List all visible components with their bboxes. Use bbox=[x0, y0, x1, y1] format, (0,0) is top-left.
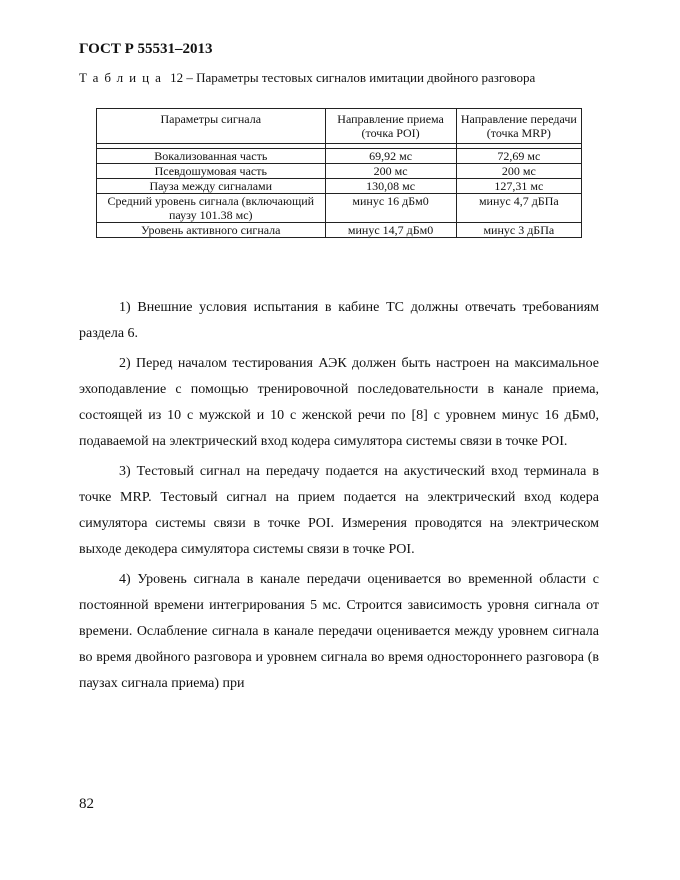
table-caption bbox=[79, 70, 599, 86]
table-cell: 69,92 мс bbox=[325, 149, 456, 164]
table-row bbox=[97, 194, 582, 223]
body-text bbox=[79, 295, 599, 701]
signal-parameters-table bbox=[96, 108, 582, 238]
column-header-receive: Направление приема (точка POI) bbox=[325, 109, 456, 144]
page-number: 82 bbox=[79, 796, 94, 812]
paragraph-2: 2) Перед началом тестирования АЭК должен быть настроен на максимальное эхоподавление с помощью тренировочной последовательности в канале приема, состоящей из 10 с мужской и 10 с женской речи по [8] с уровнем минус 16 дБм0, подаваемой на электрический вход кодера симулятора системы связи в точке POI. bbox=[79, 356, 599, 449]
table-row bbox=[97, 179, 582, 194]
table-header-row bbox=[97, 109, 582, 144]
table-caption-label: Таблица bbox=[79, 70, 167, 85]
table-cell: Псевдошумовая часть bbox=[97, 164, 326, 179]
table-cell: 127,31 мс bbox=[456, 179, 581, 194]
table-cell: 200 мс bbox=[325, 164, 456, 179]
table-cell: Средний уровень сигнала (включающий паузу 101.38 мс) bbox=[97, 194, 326, 223]
table-cell: 130,08 мс bbox=[325, 179, 456, 194]
table-cell: минус 3 дБПа bbox=[456, 223, 581, 238]
table-cell: минус 4,7 дБПа bbox=[456, 194, 581, 223]
table-row bbox=[97, 164, 582, 179]
table-row bbox=[97, 149, 582, 164]
paragraph-4: 4) Уровень сигнала в канале передачи оценивается во временной области с постоянной времени интегрирования 5 мс. Строится зависимость уровня сигнала от времени. Ослабление сигнала в канале передачи оценивается между уровнем сигнала во время двойного разговора и уровнем сигнала во время одностороннего разговора (в паузах сигнала приема) при bbox=[79, 572, 599, 691]
table-caption-text: – Параметры тестовых сигналов имитации двойного разговора bbox=[186, 70, 536, 85]
table-cell: минус 16 дБм0 bbox=[325, 194, 456, 223]
column-header-parameter: Параметры сигнала bbox=[97, 109, 326, 144]
column-header-transmit: Направление передачи (точка MRP) bbox=[456, 109, 581, 144]
paragraph-3: 3) Тестовый сигнал на передачу подается на акустический вход терминала в точке MRP. Тестовый сигнал на прием подается на электрический вход кодера симулятора системы связи в точке POI. Измерения проводятся на электрическом выходе декодера симулятора системы связи в точке POI. bbox=[79, 464, 599, 557]
table-cell: 200 мс bbox=[456, 164, 581, 179]
document-header: ГОСТ Р 55531–2013 bbox=[79, 41, 213, 57]
table-row bbox=[97, 223, 582, 238]
table-cell: Пауза между сигналами bbox=[97, 179, 326, 194]
table-caption-number: 12 bbox=[170, 70, 184, 85]
paragraph-1: 1) Внешние условия испытания в кабине ТС должны отвечать требованиям раздела 6. bbox=[79, 300, 599, 341]
table-cell: 72,69 мс bbox=[456, 149, 581, 164]
table-cell: минус 14,7 дБм0 bbox=[325, 223, 456, 238]
table-cell: Уровень активного сигнала bbox=[97, 223, 326, 238]
table-cell: Вокализованная часть bbox=[97, 149, 326, 164]
